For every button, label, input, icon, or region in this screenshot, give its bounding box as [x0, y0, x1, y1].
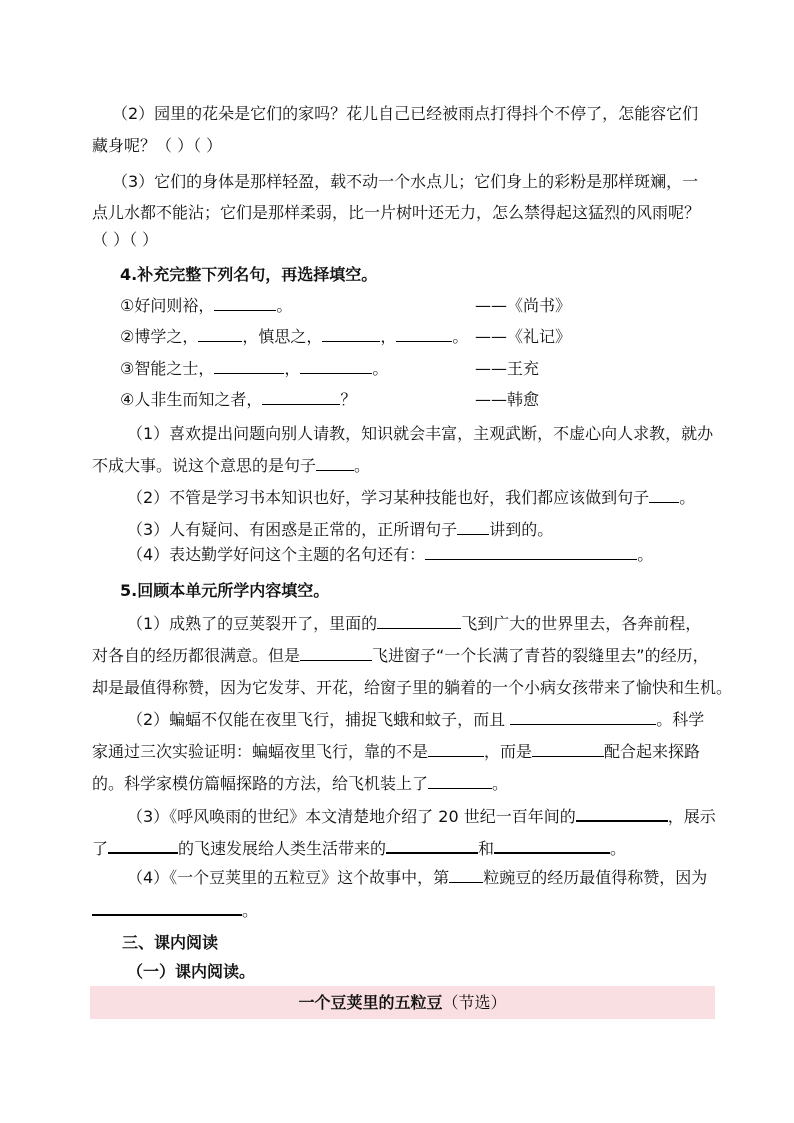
q4-s1-end: 。 — [276, 296, 293, 315]
q4-part1-line1: （1）喜欢提出问题向别人请教，知识就会丰富，主观武断，不虚心向人求教，就办 — [127, 424, 714, 443]
q4-s2-end: 。 — [452, 327, 469, 346]
reading-title-note: （节选） — [442, 993, 507, 1012]
q5-i1-blank-2[interactable] — [300, 646, 372, 661]
q5-i4-blank-2[interactable] — [92, 900, 242, 916]
q4-s2-mid: ，慎思之， — [242, 327, 323, 346]
q4-s1-text: ①好问则裕， — [120, 296, 215, 315]
q5-item4-line2 — [92, 900, 258, 921]
q5-i3-blank-1[interactable] — [576, 806, 668, 822]
q4-p2-end: 。 — [679, 488, 696, 507]
q4-part2 — [127, 488, 695, 508]
q5-i3-blank-4[interactable] — [494, 838, 610, 854]
q5-title: 5.回顾本单元所学内容填空。 — [120, 581, 330, 600]
q5-i2-text-a: （2）蝙蝠不仅能在夜里飞行，捕捉飞蛾和蚊子，而且 — [127, 710, 511, 729]
q5-i3-text-a: （3）《呼风唤雨的世纪》本文清楚地介绍了 20 世纪一百年间的 — [127, 807, 576, 826]
q4-s1-blank[interactable] — [214, 296, 276, 311]
q5-i2-text-d: ，而是 — [484, 742, 533, 761]
q5-i3-text-d: 的飞速发展给人类生活带来的 — [178, 839, 387, 858]
q5-item1-line2 — [92, 646, 709, 666]
q4-p3-blank[interactable] — [457, 520, 489, 535]
section3-title: 三、课内阅读 — [122, 933, 219, 952]
q4-p4-blank[interactable] — [425, 545, 637, 560]
q4-s3-text: ③智能之士， — [120, 359, 215, 378]
q5-i1-text-b: 飞到广大的世界里去，各奔前程， — [461, 614, 702, 633]
q5-i1-blank-1[interactable] — [377, 614, 461, 629]
q4-p1-end: 。 — [354, 456, 371, 475]
q4-s4-blank[interactable] — [262, 390, 340, 405]
q4-part1-line2 — [92, 456, 370, 476]
reading-title-banner — [90, 986, 715, 1019]
q4-s2-source: ——《礼记》 — [475, 327, 572, 346]
q4-s3-blank-2[interactable] — [300, 359, 372, 374]
q5-item3-line2 — [92, 838, 626, 859]
q5-i2-blank-3[interactable] — [532, 742, 604, 757]
q4-p1-text: 不成大事。说这个意思的是句子 — [92, 456, 317, 475]
q5-i3-text-e: 和 — [478, 839, 495, 858]
q5-i3-blank-3[interactable] — [386, 838, 478, 854]
q5-i3-blank-2[interactable] — [108, 838, 178, 854]
q4-sentence-3 — [120, 359, 388, 379]
q3-item3-line1: （3）它们的身体是那样轻盈，载不动一个水点儿；它们身上的彩粉是那样斑斓，一 — [112, 172, 699, 191]
q5-i4-end: 。 — [242, 901, 259, 920]
q4-s2-blank-2[interactable] — [322, 327, 380, 342]
q4-p2-text: （2）不管是学习书本知识也好，学习某种技能也好，我们都应该做到句子 — [127, 488, 650, 507]
q5-i2-text-g: 。 — [492, 774, 509, 793]
q3-item2-line1: （2）园里的花朵是它们的家吗？花儿自己已经被雨点打得抖个不停了，怎能容它们 — [112, 104, 699, 123]
q4-p4-text: （4）表达勤学好问这个主题的名句还有： — [127, 545, 426, 564]
q5-i4-text-b: 粒豌豆的经历最值得称赞，因为 — [483, 868, 708, 887]
q5-item4-line1 — [127, 868, 707, 888]
q5-i2-text-e: 配合起来探路 — [604, 742, 701, 761]
q5-item2-line2 — [92, 742, 700, 762]
q4-part3 — [127, 520, 553, 540]
q5-i2-text-f: 的。科学家模仿篇幅探路的方法，给飞机装上了 — [92, 774, 429, 793]
q5-i1-text-c: 对各自的经历都很满意。但是 — [92, 646, 301, 665]
q4-s2-blank-3[interactable] — [396, 327, 452, 342]
q4-s3-source: ——王充 — [475, 359, 540, 378]
q5-item1-line1 — [127, 614, 701, 634]
q5-i2-text-b: 。科学 — [656, 710, 705, 729]
q4-s3-comma: ， — [284, 359, 301, 378]
section3-subtitle: （一）课内阅读。 — [127, 962, 256, 981]
q5-item2-line1 — [127, 710, 704, 730]
q4-s2-comma: ， — [380, 327, 397, 346]
q5-i1-text-d: 飞进窗子“一个长满了青苔的裂缝里去”的经历， — [372, 646, 709, 665]
q4-sentence-1 — [120, 296, 292, 316]
q4-s3-blank-1[interactable] — [214, 359, 284, 374]
q4-title: 4.补充完整下列名句，再选择填空。 — [120, 265, 378, 284]
q5-i3-text-c: 了 — [92, 839, 109, 858]
q4-p3-text: （3）人有疑问、有困惑是正常的，正所谓句子 — [127, 520, 458, 539]
q4-p3-end: 讲到的。 — [489, 520, 554, 539]
q4-p1-blank[interactable] — [316, 456, 354, 471]
q5-item1-line3: 却是最值得称赞，因为它发芽、开花，给窗子里的躺着的一个小病女孩带来了愉快和生机。 — [92, 678, 733, 697]
q5-i3-text-b: ，展示 — [667, 807, 716, 826]
q5-i1-text-a: （1）成熟了的豆荚裂开了，里面的 — [127, 614, 378, 633]
q5-i2-blank-1[interactable] — [510, 710, 656, 725]
q4-s2-blank-1[interactable] — [198, 327, 242, 342]
q3-item2-line2: 藏身呢？（ ）（ ） — [92, 136, 223, 155]
q5-item3-line1 — [127, 806, 716, 827]
q5-i4-blank-1[interactable] — [449, 868, 483, 883]
q4-s4-end: ？ — [340, 390, 357, 409]
q5-i4-text-a: （4）《一个豆荚里的五粒豆》这个故事中，第 — [127, 868, 450, 887]
q4-p4-end: 。 — [637, 545, 654, 564]
q4-p2-blank[interactable] — [649, 488, 679, 503]
q4-s4-text: ④人非生而知之者， — [120, 390, 263, 409]
q4-sentence-2 — [120, 327, 468, 347]
q5-i2-blank-4[interactable] — [428, 774, 492, 789]
q4-s3-end: 。 — [372, 359, 389, 378]
q3-item3-line3: （ ）（ ） — [92, 230, 159, 249]
q4-sentence-4 — [120, 390, 356, 410]
reading-title: 一个豆荚里的五粒豆 — [298, 993, 443, 1012]
q4-s4-source: ——韩愈 — [475, 390, 540, 409]
q4-s2-text: ②博学之， — [120, 327, 199, 346]
q5-i2-text-c: 家通过三次实验证明：蝙蝠夜里飞行，靠的不是 — [92, 742, 429, 761]
q3-item3-line2: 点儿水都不能沾；它们是那样柔弱，比一片树叶还无力，怎么禁得起这猛烈的风雨呢？ — [92, 203, 701, 222]
q5-i2-blank-2[interactable] — [428, 742, 484, 757]
q4-part4 — [127, 545, 653, 565]
q5-item2-line3 — [92, 774, 508, 794]
q4-s1-source: ——《尚书》 — [475, 296, 572, 315]
q5-i3-text-f: 。 — [610, 839, 627, 858]
